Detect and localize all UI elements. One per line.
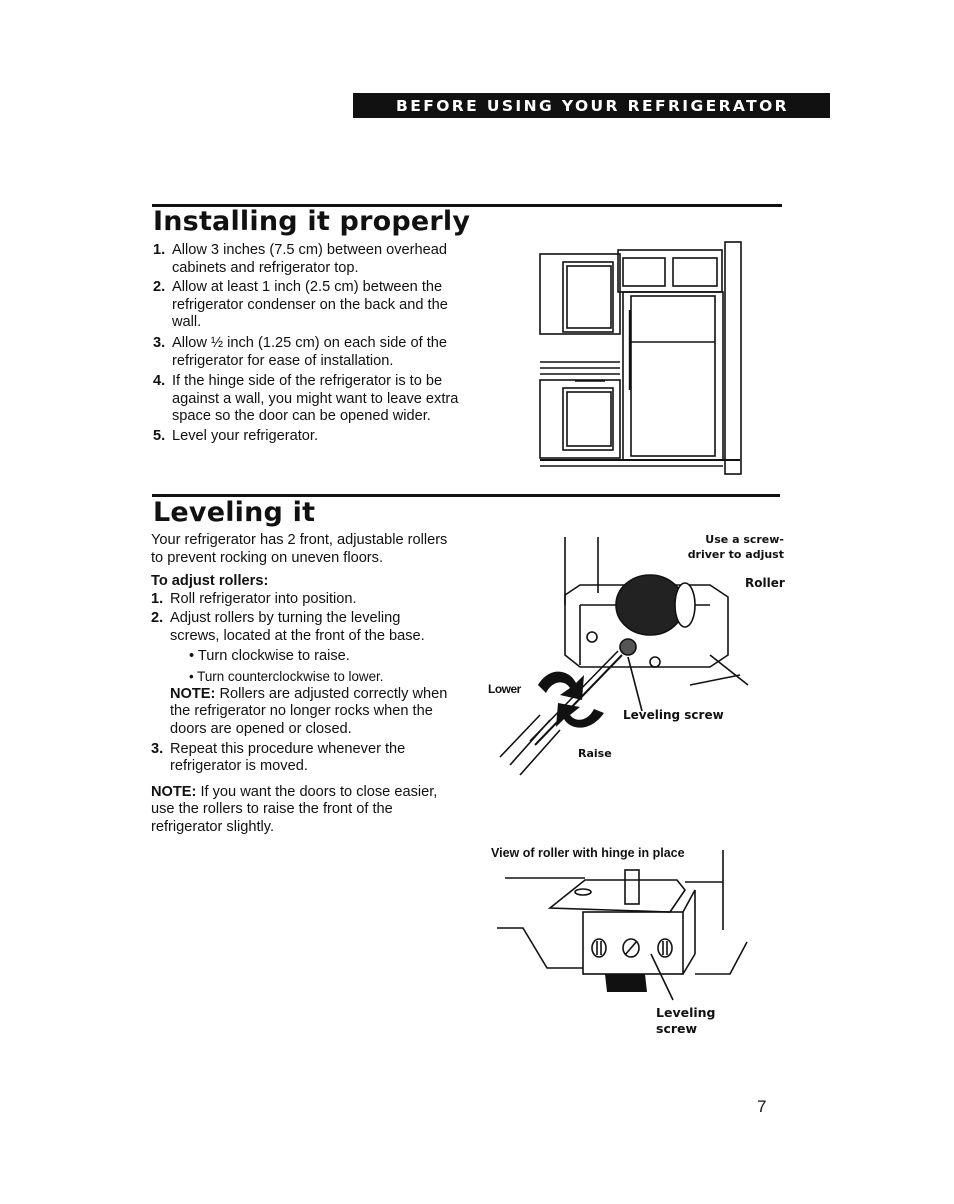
leveling-screw-icon [620,639,636,655]
bracket-screw-icon [658,939,672,957]
step-text: Adjust rollers by turning the leveling screws, located at the front of the base. [170,610,425,644]
roller-bracket-front [583,912,683,974]
leveling-section-title: Leveling it [153,497,316,528]
roller-hinge-illustration [495,850,765,1010]
figure2-screw-label-line1: Leveling [656,1005,716,1020]
lower-label: Lower [488,682,521,696]
leveling-step [151,591,451,609]
raise-label: Raise [578,747,612,760]
bullet-item: • Turn clockwise to raise. [170,648,451,666]
final-note-label: NOTE: [151,783,197,800]
install-step [153,335,478,370]
bullet-item: • Turn counterclockwise to lower. [170,668,451,686]
step-text: Roll refrigerator into position. [170,590,357,607]
roller-wheel [616,575,684,635]
lower-arrow-icon [538,672,584,700]
step-number: 1. [151,590,164,607]
bracket-screw-icon [592,939,606,957]
install-step [153,373,478,426]
install-step [153,428,478,446]
install-step [153,242,478,277]
step-text: Allow at least 1 inch (2.5 cm) between the refrigerator condenser on the back and the wall. [172,279,448,331]
section-header-title: BEFORE USING YOUR REFRIGERATOR [396,96,789,115]
install-steps-block [153,242,478,446]
screwdriver-caption: Use a screw-driver to adjust [687,533,784,561]
leveling-screw-label: Leveling screw [623,708,724,722]
leveling-subhead: To adjust rollers: [151,573,269,590]
figure2-screw-label-line2: screw [656,1021,698,1036]
hinge-pin [625,870,639,904]
note-label: NOTE: [170,685,216,702]
note-text: Rollers are adjusted correctly when the refrigerator no longer rocks when the doors are opened or closed. [170,685,448,737]
leveling-step [151,610,451,738]
hinge-view-caption: View of roller with hinge in place [491,846,685,860]
step-text: Allow ½ inch (1.25 cm) on each side of the refrigerator for ease of installation. [172,334,447,369]
step-number: 1. [153,242,166,258]
leveling-body-block [151,532,451,837]
figure2-screw-label [656,1005,716,1037]
install-step [153,279,478,332]
step-text: Allow 3 inches (7.5 cm) between overhead cabinets and refrigerator top. [172,242,447,276]
adjust-bullets [170,648,451,686]
refrigerator-cabinets-illustration [535,240,745,475]
leveling-intro: Your refrigerator has 2 front, adjustable rollers to prevent rocking on uneven floors. [151,532,448,566]
hinge-plate [550,880,685,912]
roller-label: Roller [745,576,785,590]
step-number: 3. [153,334,166,351]
step-text: Repeat this procedure whenever the refrigerator is moved. [170,740,406,775]
screwdriver-icon [535,655,622,745]
roller-adjustment-illustration [480,535,790,780]
install-steps-list [153,242,478,446]
section-header-bar [353,93,830,118]
step-number: 3. [151,740,164,757]
step-number: 2. [151,610,164,627]
side-panel [725,242,741,474]
step-number: 5. [153,427,166,444]
raise-arrow-icon [556,703,604,728]
step-text: Level your refrigerator. [172,427,319,444]
step-number: 4. [153,373,166,390]
leveling-step [151,741,451,776]
step-number: 2. [153,279,166,296]
step-text: If the hinge side of the refrigerator is to be against a wall, you might want to leave extra space so the door can be opened wider. [172,373,459,425]
page-number: 7 [757,1097,767,1116]
roller-wheel [605,974,647,992]
leveling-steps-list [151,591,451,776]
refrigerator-icon [623,292,723,460]
install-section-title: Installing it properly [153,206,471,237]
final-note-text: If you want the doors to close easier, use the rollers to raise the front of the refrigerator slightly. [151,783,438,835]
